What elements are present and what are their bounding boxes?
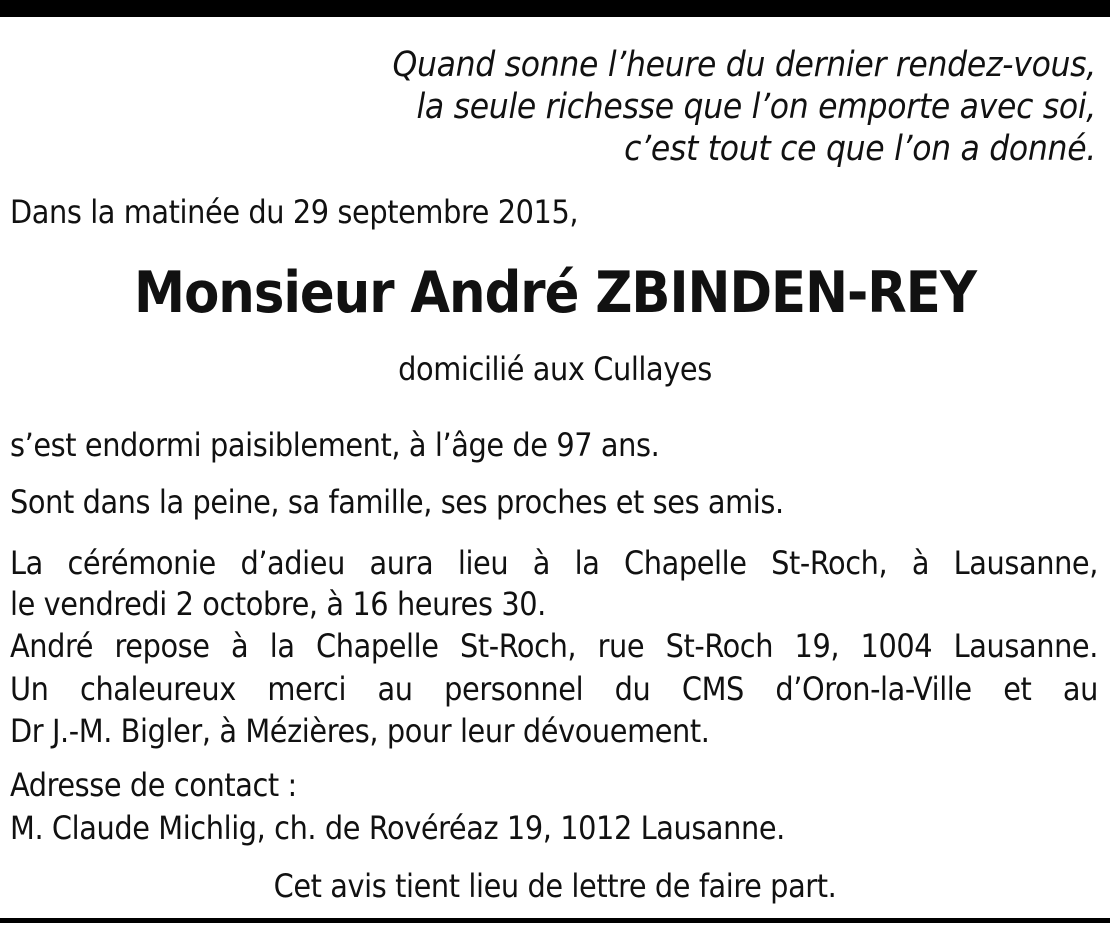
passing-text: s’est endormi paisiblement, à l’âge de 97 ans. (10, 426, 660, 464)
mourners-text: Sont dans la peine, sa famille, ses proches et ses amis. (10, 483, 784, 521)
epigraph (392, 44, 1096, 170)
ceremony-line: le vendredi 2 octobre, à 16 heures 30. (10, 585, 546, 623)
ceremony-line: Dr J.-M. Bigler, à Mézières, pour leur dévouement. (10, 712, 710, 750)
ceremony-line: Un chaleureux merci au personnel du CMS d’Oron-la-Ville et au (10, 670, 1098, 708)
ceremony-line: La cérémonie d’adieu aura lieu à la Chapelle St-Roch, à Lausanne, (10, 544, 1098, 582)
contact-label: Adresse de contact : (10, 766, 297, 804)
ceremony-line: André repose à la Chapelle St-Roch, rue St-Roch 19, 1004 Lausanne. (10, 627, 1098, 665)
epigraph-line: la seule richesse que l’on emporte avec soi, (416, 87, 1096, 127)
intro-text: Dans la matinée du 29 septembre 2015, (10, 193, 579, 231)
top-border (0, 0, 1110, 17)
contact-address: M. Claude Michlig, ch. de Rovéréaz 19, 1012 Lausanne. (10, 809, 785, 847)
residence-text: domicilié aux Cullayes (398, 350, 712, 388)
bottom-border (0, 918, 1110, 923)
epigraph-line: Quand sonne l’heure du dernier rendez-vous, (392, 45, 1096, 85)
closing-note: Cet avis tient lieu de lettre de faire part. (273, 867, 837, 905)
deceased-name: Monsieur André ZBINDEN-REY (134, 260, 976, 326)
epigraph-line: c’est tout ce que l’on a donné. (624, 129, 1096, 169)
